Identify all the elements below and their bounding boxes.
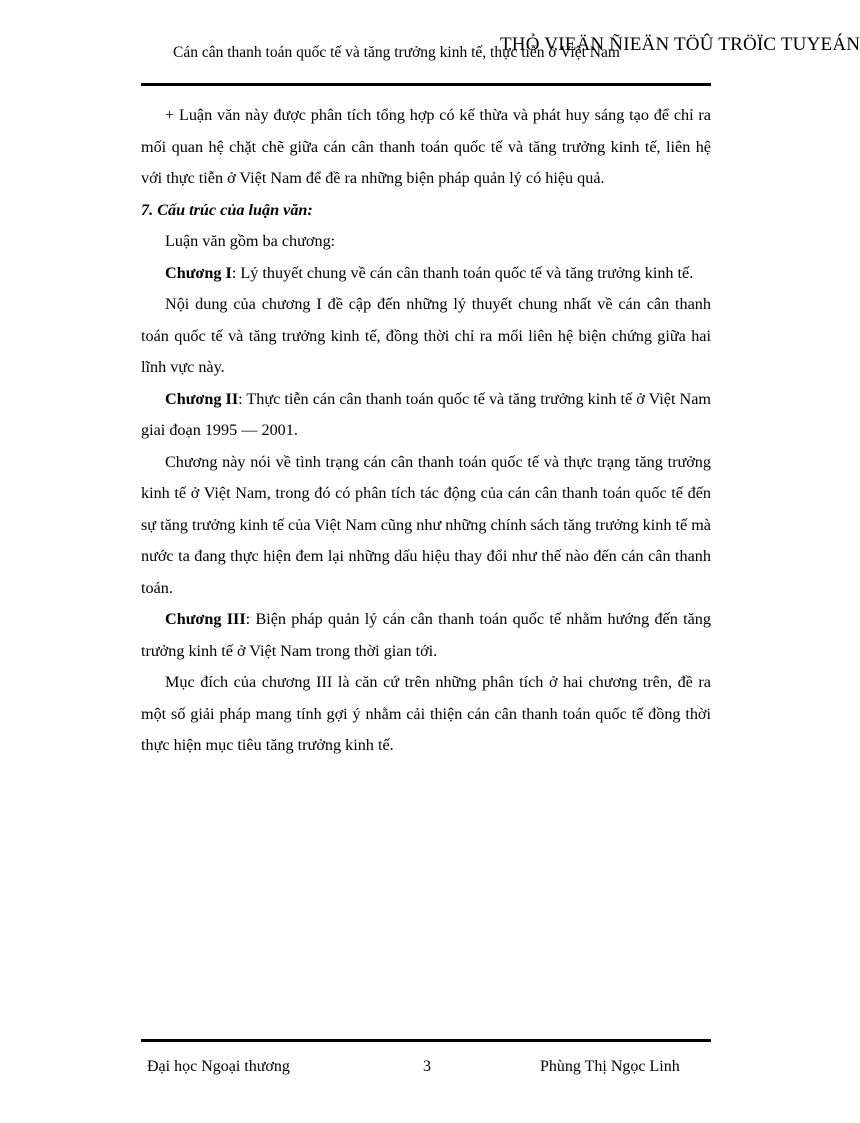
library-watermark: THỎ VIEÄN ÑIEÄN TÖÛ TRÖÏC TUYEÁN	[500, 34, 860, 55]
chapter2-line	[141, 384, 711, 447]
chapter1-label: Chương I	[165, 263, 232, 282]
chapter2-label: Chương II	[165, 389, 239, 408]
footer-divider	[141, 1039, 711, 1042]
chapter2-title: : Thực tiễn cán cân thanh toán quốc tế và tăng trưởng kinh tế ở Việt Nam giai đoạn 1995 — 2001.	[141, 389, 711, 439]
intro-paragraph: + Luận văn này được phân tích tổng hợp có kế thừa và phát huy sáng tạo để chỉ ra mối quan hệ chặt chẽ giữa cán cân thanh toán quốc tế và tăng trưởng kinh tế, liên hệ với thực tiễn ở Việt Nam để đề ra những biện pháp quản lý có hiệu quả.	[141, 106, 711, 187]
chapter1-description: Nội dung của chương I đề cập đến những lý thuyết chung nhất về cán cân thanh toán quốc tế và tăng trưởng kinh tế, đồng thời chỉ ra mối liên hệ biện chứng giữa hai lĩnh vực này.	[141, 295, 711, 376]
chapter2-description: Chương này nói về tình trạng cán cân thanh toán quốc tế và thực trạng tăng trưởng kinh tế ở Việt Nam, trong đó có phân tích tác động của cán cân thanh toán quốc tế đến sự tăng trưởng kinh tế của Việt Nam cũng như những chính sách tăng trưởng kinh tế mà nước ta đang thực hiện đem lại những dấu hiệu thay đổi như thế nào đến cán cân thanh toán.	[141, 452, 711, 597]
footer-author: Phùng Thị Ngọc Linh	[540, 1058, 680, 1075]
structure-intro: Luận văn gồm ba chương:	[165, 232, 336, 250]
chapter3-line	[141, 604, 711, 667]
chapter1-line	[141, 258, 711, 290]
running-header-title: Cán cân thanh toán quốc tế và tăng trưởng kinh tế, thực tiễn ở Việt Nam	[173, 44, 620, 61]
page-number: 3	[423, 1058, 431, 1075]
document-body	[141, 100, 711, 762]
chapter3-description: Mục đích của chương III là căn cứ trên những phân tích ở hai chương trên, đề ra một số giải pháp mang tính gợi ý nhằm cải thiện cán cân thanh toán quốc tế đồng thời thực hiện mục tiêu tăng trưởng kinh tế.	[141, 673, 711, 754]
section-heading: 7. Cấu trúc của luận văn:	[141, 200, 313, 219]
footer-school: Đại học Ngoại thương	[147, 1058, 290, 1075]
chapter3-label: Chương III	[165, 610, 246, 628]
chapter1-title: : Lý thuyết chung về cán cân thanh toán quốc tế và tăng trưởng kinh tế.	[231, 263, 694, 282]
chapter3-title: : Biện pháp quản lý cán cân thanh toán quốc tế nhằm hướng đến tăng trưởng kinh tế ở Việt Nam trong thời gian tới.	[141, 610, 711, 660]
header-divider	[141, 83, 711, 86]
